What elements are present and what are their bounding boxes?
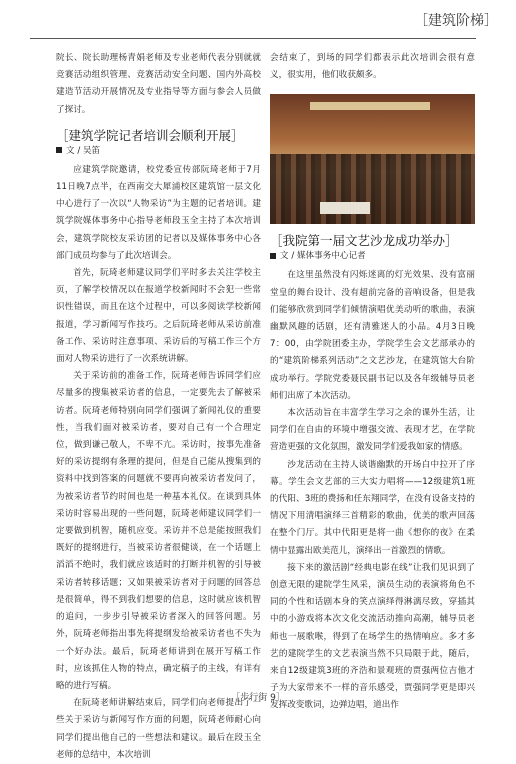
intro-paragraph: 院长、院长助理杨青娟老师及专业老师代表分别就就竞赛活动组织管理、竞赛活动安全问题、国内外高校建造节活动开展情况及专业指导等方面与参会人员做了探讨。 <box>56 53 261 115</box>
body-paragraph: 在阮琦老师讲解结束后，同学们向老师提出了一些关于采访与新闻写作方面的问题，阮琦老师耐心向同学们提出他自己的一些想法和建议。最后在段玉全老师的总结中，本次培训 <box>56 698 261 760</box>
body-paragraph: 本次活动旨在丰富学生学习之余的课外生活，让同学们在自由的环境中增强交流、表现才艺，在学院营造更强的文化氛围，激发同学们爱我如家的情感。 <box>270 408 475 453</box>
byline-text: 文 / 媒体事务中心记者 <box>280 251 366 262</box>
byline <box>56 144 261 158</box>
header-rule <box>30 38 476 39</box>
body-paragraph: 首先，阮琦老师建议同学们平时多去关注学校主页，了解学校情况以在报道学校新闻时不会犯一些常识性错误，而且在这个过程中，可以多阅读学校新闻报道，学习新闻写作技巧。之后阮琦老师从采访前准备工作、采访时注意事项、采访后的写稿工作三个方面对人物采访进行了一次系统讲解。 <box>56 268 261 365</box>
body-paragraph: 接下来的激活剧“经典电影在线”让我们见识到了创意无限的建院学生风采，演员生动的表演将角色不同的个性和话剧本身的笑点演绎得淋漓尽致，穿插其中的小游戏将本次文化交流活动推向高潮，辅导员老师也一展歌喉，得到了在场学生的热情响应。多才多艺的建院学生的文艺表演当然不只局限于此，随后，来自12级建筑3班的齐浩和景观班的贾强两位吉他才子为大家带来不一样的音乐感受，贾强同学更是即兴发挥改变歌词，边弹边唱，道出作 <box>270 562 475 711</box>
continuation-paragraph: 会结束了，到场的同学们都表示此次培训会很有意义，很实用，他们收获颇多。 <box>270 53 475 81</box>
right-column <box>270 50 475 715</box>
body-paragraph: 应建筑学院邀请，校党委宣传部阮琦老师于7月11日晚7点半，在西南交大犀浦校区建筑馆一层文化中心进行了一次以“人物采访”为主题的记者培训。建筑学院媒体事务中心指导老师段玉全主持了本次培训会，建筑学院校友采访团的记者以及媒体事务中心各部门成员均参与了此次培训会。 <box>56 164 261 261</box>
article-title: ［建筑学院记者培训会顺利开展］ <box>56 127 244 143</box>
left-column <box>56 50 261 764</box>
article-title: ［我院第一届文艺沙龙成功举办］ <box>270 233 458 249</box>
section-title: ［建筑阶梯］ <box>414 13 498 29</box>
photo-table <box>320 202 370 214</box>
byline <box>270 249 475 263</box>
page-number: ［步行街 9］ <box>231 693 285 703</box>
bullet-square-icon <box>56 147 62 153</box>
bullet-square-icon <box>270 253 276 259</box>
event-photo <box>270 94 475 224</box>
photo-crowd <box>270 154 475 224</box>
body-paragraph: 在这里虽然没有闪烁迷离的灯光效果、没有富丽堂皇的舞台设计、没有超前完备的音响设备，但是我们能够欣赏到同学们倾情演唱优美动听的歌曲，表演幽默风趣的话剧，还有清雅迷人的小品。4月3日晚7：00，由学院团委主办，学院学生会文艺部承办的的“建筑阶梯系列活动”之文艺沙龙，在建筑馆大台阶成功举行。学院党委聂民副书记以及各年级辅导员老师们出席了本次活动。 <box>270 270 475 401</box>
photo-light <box>310 102 430 110</box>
body-paragraph: 沙龙活动在主持人谈谐幽默的开场白中拉开了序幕。学生会文艺部的三大实力唱将——12级建筑1班的代阳、3班的费扬和任东翔同学，在没有设备支持的情况下用清唱演绎三首精彩的歌曲，优美的歌声回荡在整个门厅。其中代阳更是将一曲《想你的夜》在柔情中显露出欧美范儿，演绎出一首激烈的情歌。 <box>270 459 475 556</box>
body-paragraph: 关于采访前的准备工作，阮琦老师告诉同学们应尽量多的搜集被采访者的信息，一定要先去了解被采访者。阮琦老师特别向同学们强调了新闻礼仪的重要性，当我们面对被采访者，要对自己有一个合理定位，做到谦己敬人，不卑不亢。采访时，按事先准备好的采访提纲有条理的提问，但是自己能从搜集到的资料中找到答案的问题就不要再向被采访者发问了，为被采访者节约时间也是一种基本礼仪。在谈到具体采访时容易出现的一些问题，阮琦老师建议同学们一定要做到机智，随机应变。采访并不总是能按照我们既好的提纲进行，当被采访者很健谈，在一个话题上滔滔不绝时，我们就应该适时的打断并机智的引导被采访者转移话题；又如果被采访者对于问题的回答总是很简单，得不到我们想要的信息，这时就应该机智的追问，一步步引导被采访者深入的回答问题。另外，阮琦老师指出事先将提纲发给被采访者也不失为一个好办法。最后，阮琦老师讲到在展开写稿工作时，应该抓住人物的特点，确定稿子的主线，有详有略的进行写稿。 <box>56 371 261 691</box>
byline-text: 文 / 吴笛 <box>66 145 101 156</box>
